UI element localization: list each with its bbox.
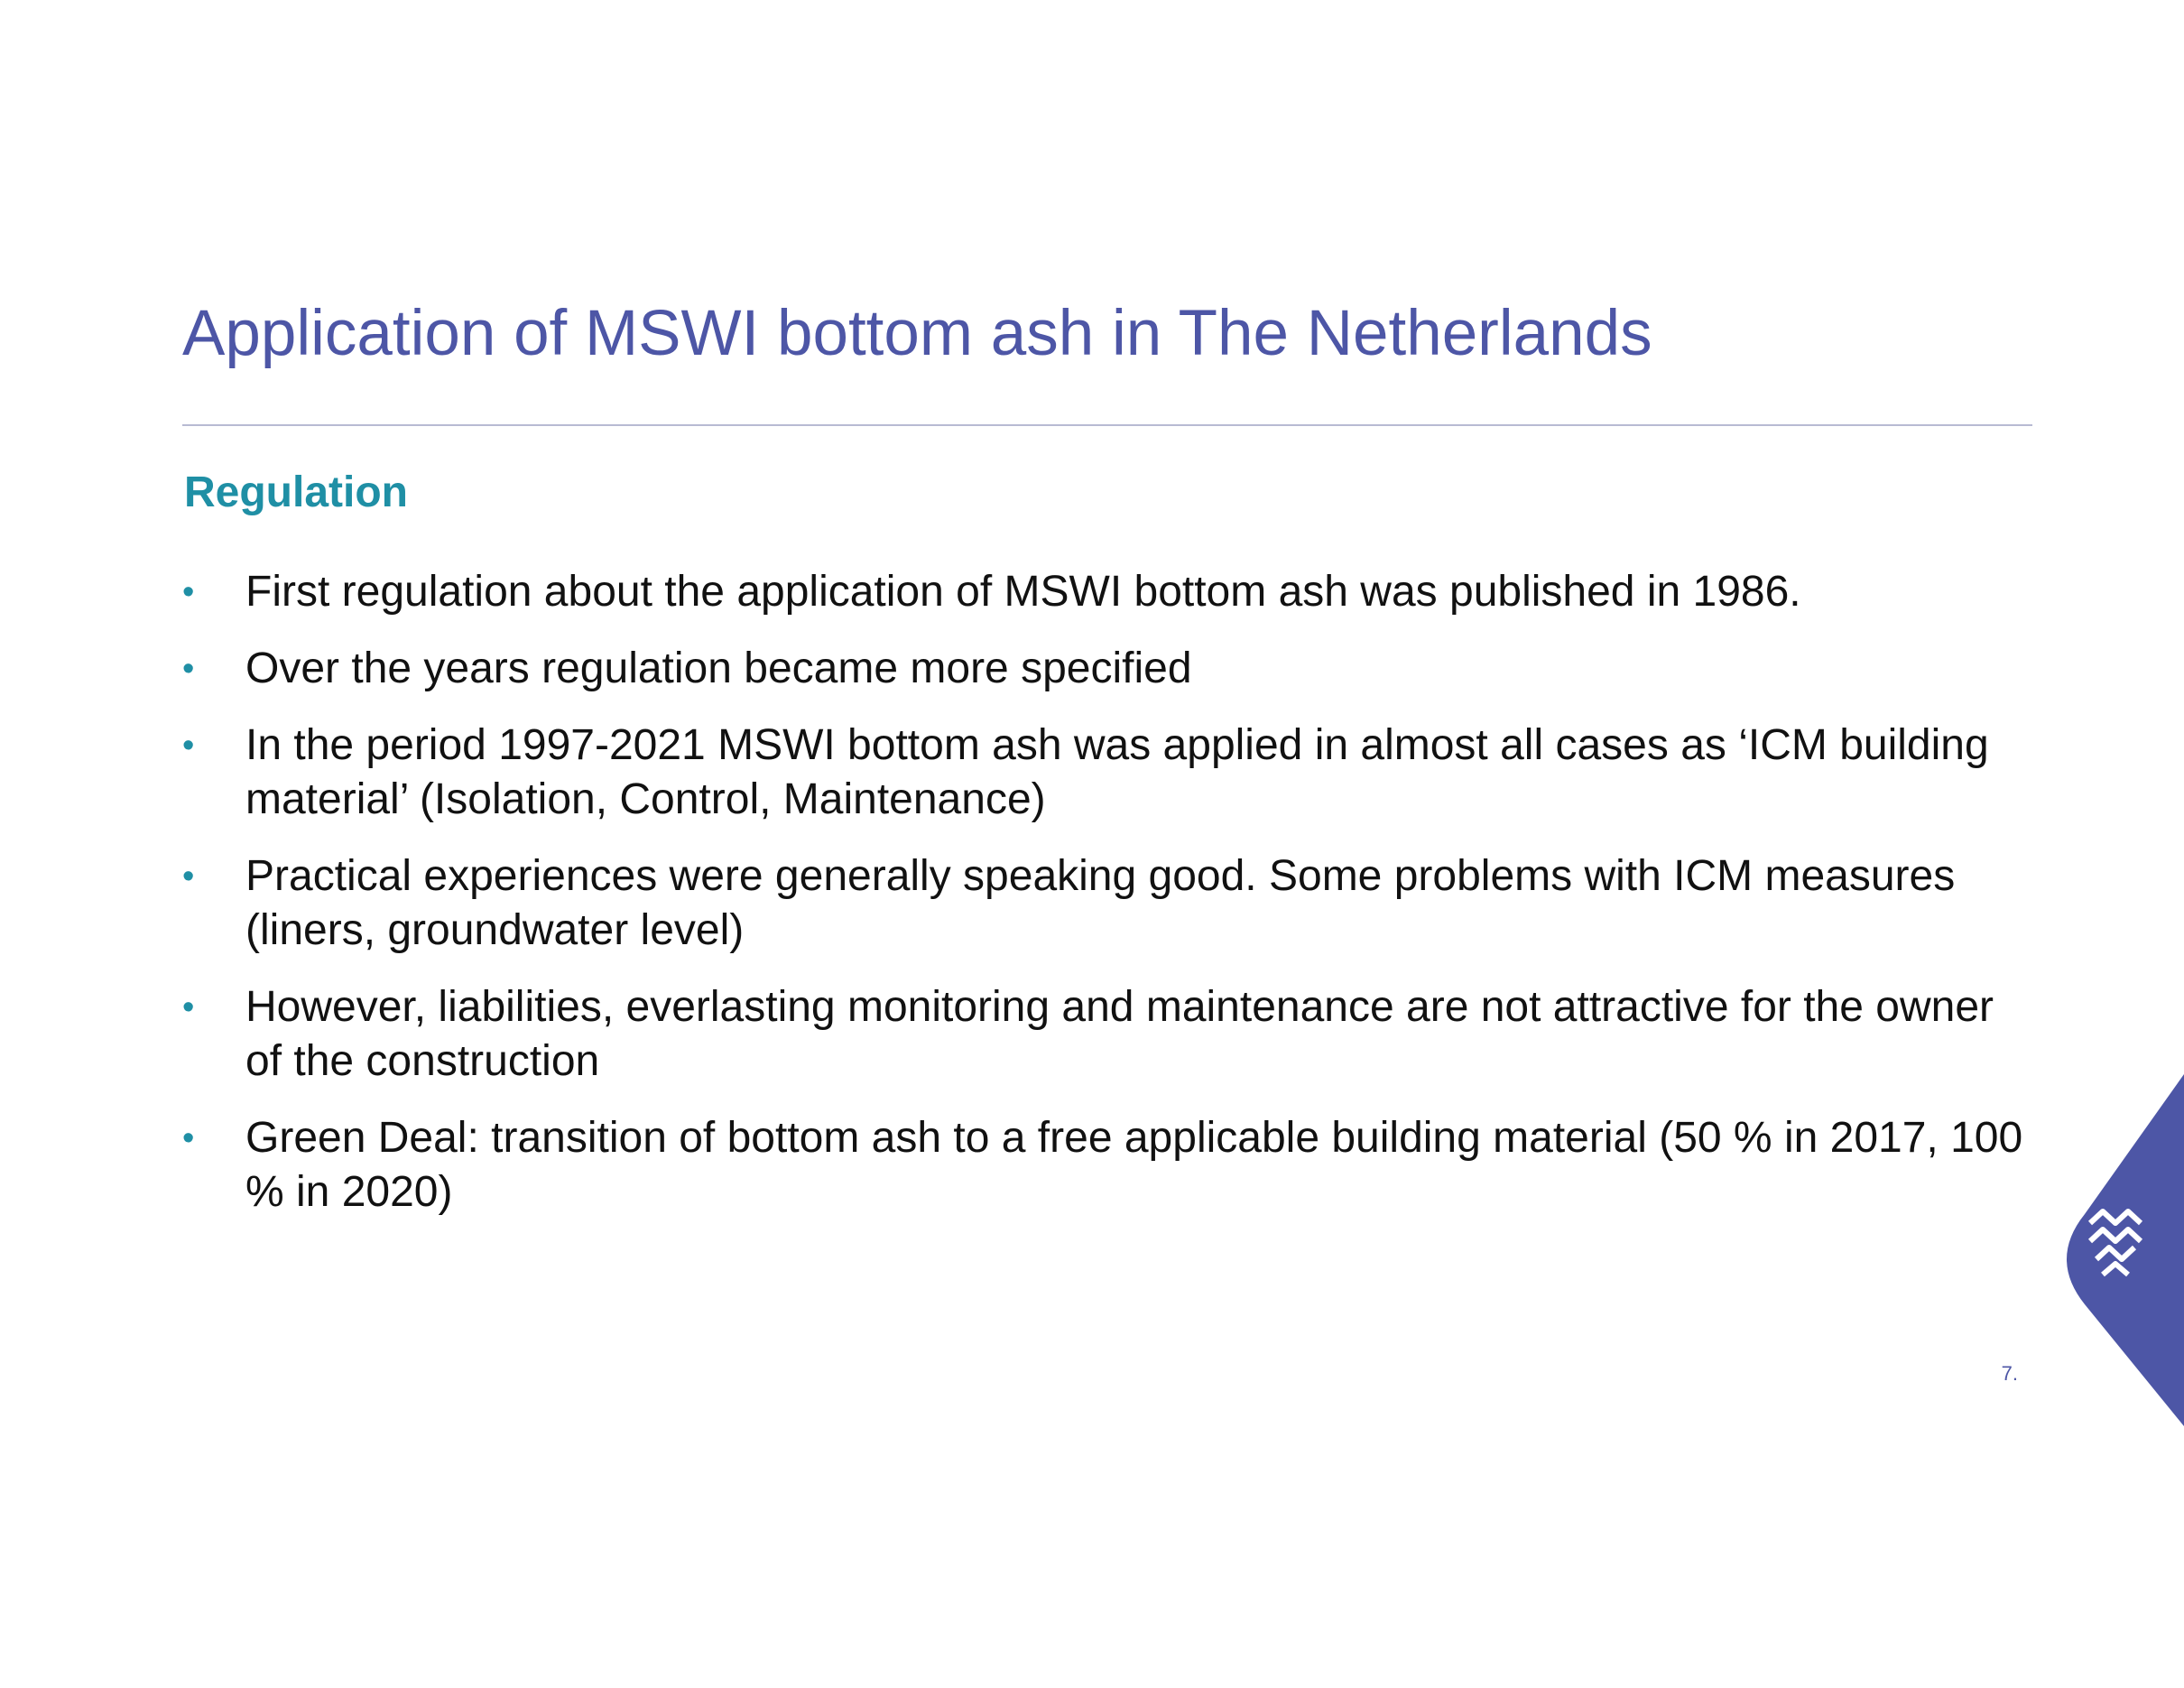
logo-tab-shape: [2067, 1074, 2184, 1426]
bullet-text: Over the years regulation became more specified: [245, 645, 1192, 692]
title-divider: [182, 424, 2032, 426]
section-heading: Regulation: [184, 468, 408, 516]
bullet-item: [182, 642, 2041, 696]
bullet-marker: •: [182, 650, 195, 688]
slide-title: Application of MSWI bottom ash in The Netherlands: [182, 298, 1652, 369]
bullet-item: [182, 719, 2041, 827]
bullet-marker: •: [182, 1119, 195, 1157]
bullet-list: [182, 565, 2041, 1242]
bullet-item: [182, 849, 2041, 958]
bullet-item: [182, 1111, 2041, 1220]
bullet-text: However, liabilities, everlasting monitoring and maintenance are not attractive for the owner of the construction: [245, 983, 1994, 1085]
bullet-marker: •: [182, 988, 195, 1026]
bullet-text: First regulation about the application of MSWI bottom ash was published in 1986.: [245, 568, 1801, 616]
bullet-text: Practical experiences were generally speaking good. Some problems with ICM measures (liners, groundwater level): [245, 852, 1956, 954]
bullet-item: [182, 565, 2041, 619]
bullet-text: Green Deal: transition of bottom ash to a free applicable building material (50 % in 2017, 100 % in 2020): [245, 1114, 2023, 1216]
bullet-marker: •: [182, 573, 195, 611]
bullet-marker: •: [182, 727, 195, 765]
page-number: 7.: [2001, 1362, 2018, 1385]
bullet-marker: •: [182, 858, 195, 895]
bullet-item: [182, 980, 2041, 1089]
company-logo-icon: [2049, 1074, 2184, 1426]
bullet-text: In the period 1997-2021 MSWI bottom ash was applied in almost all cases as ‘ICM building material’ (Isolation, Control, Maintenance): [245, 721, 1989, 823]
